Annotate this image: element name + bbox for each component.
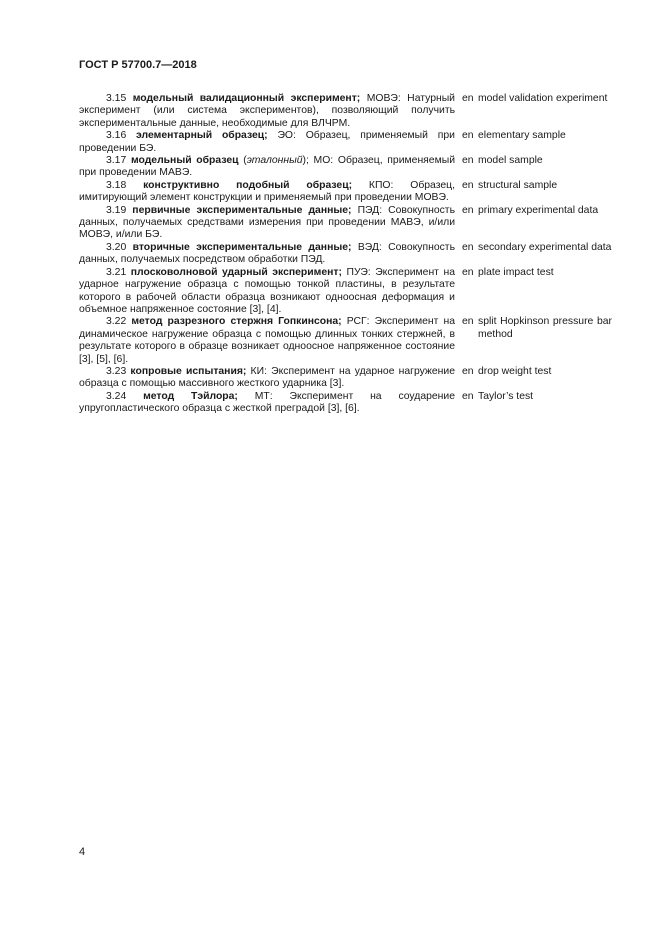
term-definition [79,391,455,416]
terms-list [79,93,616,416]
term-definition [79,267,455,317]
language-code: en [462,266,474,278]
definition-text: РСГ: Эксперимент на динамическое нагружение образца с помощью длинных тонких стержней, в результате которого в образце возникает одноосное напряженное состояние [3], [5], [6]. [79,316,455,365]
definition-text: 3.19 [106,204,133,216]
definition-text: ); МО: Образец, применяемый при проведении МАВЭ. [79,155,455,179]
language-code: en [462,93,474,104]
term-entry [79,205,616,242]
english-term: Taylor’s test [478,390,534,402]
definition-text: 3.17 [106,155,131,167]
term-definition [79,93,455,130]
term-entry [79,267,616,317]
english-term: model sample [478,155,543,167]
english-term: plate impact test [478,266,554,278]
term-definition [79,130,455,155]
english-equivalent [462,242,612,267]
term-name: модельный валидационный эксперимент; [132,93,361,104]
language-code: en [462,204,474,216]
page-number: 4 [79,846,86,858]
term-name: метод разрезного стержня Гопкинсона; [131,316,342,328]
language-code: en [462,316,474,328]
definition-text: ЭО: Образец, применяемый при проведении БЭ. [79,130,455,154]
definition-text: 3.24 [106,390,144,402]
term-entry [79,316,616,366]
english-equivalent [462,316,612,366]
term-definition [79,316,455,366]
term-definition [79,366,455,391]
term-name: конструктивно подобный образец; [143,179,353,191]
term-entry [79,242,616,267]
english-equivalent [462,180,612,205]
term-entry [79,93,616,130]
definition-text: 3.18 [106,179,144,191]
english-term: split Hopkinson pressure bar method [478,316,612,340]
term-entry [79,391,616,416]
definition-text: 3.21 [106,266,131,278]
term-entry [79,155,616,180]
term-definition [79,155,455,180]
language-code: en [462,179,474,191]
definition-text: КПО: Образец, имитирующий элемент конструкции и применяемый при проведении МОВЭ. [79,179,455,204]
term-entry [79,130,616,155]
english-equivalent [462,130,612,155]
english-term: model validation experiment [478,93,608,104]
english-equivalent [462,366,612,391]
english-term: drop weight test [478,365,552,377]
term-entry [79,180,616,205]
definition-text: ВЭД: Совокупность данных, получаемых посредством обработки ПЭД. [79,241,455,266]
term-synonym: эталонный [246,155,303,167]
term-definition [79,205,455,242]
definition-text: 3.20 [106,241,133,253]
definition-text: ( [238,155,247,167]
language-code: en [462,365,474,377]
definition-text: КИ: Эксперимент на ударное нагружение образца с помощью массивного жесткого ударника [3]. [79,365,455,390]
definition-text: 3.16 [106,130,137,142]
document-header: ГОСТ Р 57700.7—2018 [79,59,197,71]
term-definition [79,242,455,267]
definition-text: МТ: Эксперимент на соударение упругопластического образца с жесткой преградой [3], [6]. [79,390,455,415]
english-equivalent [462,93,612,130]
term-name: элементарный образец; [136,130,268,142]
term-name: копровые испытания; [130,365,247,377]
term-entry [79,366,616,391]
term-definition [79,180,455,205]
definition-text: ПУЭ: Эксперимент на ударное нагружение образца с помощью тонкой пластины, в результате которого в рабочей области образца возникают одноосная деформация и объемное напряженное состояние [3], [4]. [79,266,455,315]
term-name: первичные экспериментальные данные; [132,204,352,216]
english-term: structural sample [478,179,558,191]
term-name: модельный образец [130,155,239,167]
definition-text: 3.22 [106,316,132,328]
english-term: primary experimental data [478,204,599,216]
english-term: secondary experimental data [478,241,612,253]
english-equivalent [462,155,612,180]
term-name: метод Тэйлора; [143,390,238,402]
english-equivalent [462,205,612,242]
language-code: en [462,130,474,142]
english-equivalent [462,267,612,317]
definition-text: 3.23 [106,365,131,377]
english-equivalent [462,391,612,416]
language-code: en [462,390,474,402]
definition-text: МОВЭ: Натурный эксперимент (или система экспериментов), позволяющий получить экспериментальные данные, необходимые для ВЛЧРМ. [79,93,455,129]
term-name: плосковолновой ударный эксперимент; [130,266,342,278]
definition-text: ПЭД: Совокупность данных, получаемых средствами измерения при проведении МАВЭ, и/или МОВЭ, и/или БЭ. [79,204,455,241]
definition-text: 3.15 [106,93,133,104]
language-code: en [462,241,474,253]
language-code: en [462,155,474,167]
term-name: вторичные экспериментальные данные; [132,241,352,253]
english-term: elementary sample [478,130,566,142]
